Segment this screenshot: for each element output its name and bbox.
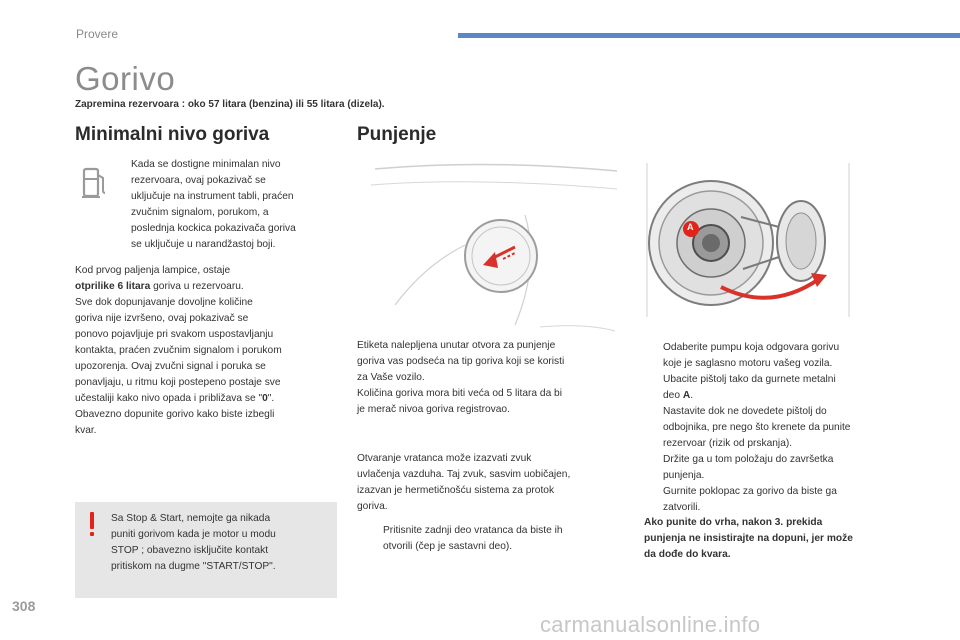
body-line: kvar. [75, 425, 97, 436]
body-zero-pre: učestaliji kako nivo opada i približava se " [75, 393, 263, 404]
page-title: Gorivo [75, 60, 176, 97]
min-level-body [75, 263, 345, 439]
body-line: goriva nije izvršeno, ovaj pokazivač se [75, 313, 249, 324]
label-line: Etiketa nalepljena unutar otvora za punjenje [357, 340, 556, 351]
step-line: Pritisnite zadnji deo vratanca da biste ih [383, 525, 563, 536]
step-line: Nastavite dok ne dovedete pištolj do [663, 406, 827, 417]
watermark: carmanualsonline.info [540, 612, 761, 637]
exclamation-icon [87, 512, 97, 543]
body-line: ponovo pojavljuje pri svakom uspostavljanju [75, 329, 274, 340]
step-line: koje je saglasno motoru vašeg vozila. [663, 358, 833, 369]
step-line: odbojnika, pre nego što krenete da punite [663, 422, 851, 433]
body-zero-bold: 0 [262, 393, 268, 404]
body-line: Sve dok dopunjavanje dovoljne količine [75, 297, 253, 308]
fuel-flap-illustration [365, 155, 620, 340]
warning-text [111, 511, 331, 575]
step-item [365, 523, 630, 555]
section-label: Provere [76, 27, 119, 41]
warning-line: Sa Stop & Start, nemojte ga nikada [111, 513, 271, 524]
closing-line: punjenja ne insistirajte na dopuni, jer može [644, 533, 853, 544]
label-line: za Vaše vozilo. [357, 372, 425, 383]
min-level-intro [131, 157, 341, 253]
refuel-heading: Punjenje [357, 124, 437, 145]
body-line: Obavezno dopunite gorivo kako biste izbegli [75, 409, 275, 420]
intro-line: zvučnim signalom, porukom, a [131, 207, 269, 218]
noise-line: uvlačenja vazduha. Taj zvuk, sasvim uobičajen, [357, 469, 571, 480]
label-info [357, 338, 625, 418]
intro-line: uključuje na instrument tabli, praćen [131, 191, 294, 202]
body-line: Kod prvog paljenja lampice, ostaje [75, 265, 231, 276]
press-flap-step [365, 523, 630, 555]
label-line: goriva vas podseća na tip goriva koji se koristi [357, 356, 565, 367]
step-line: Odaberite pumpu koja odgovara gorivu [663, 342, 840, 353]
step-item [645, 404, 910, 452]
warning-line: pritiskom na dugme "START/STOP". [111, 561, 276, 572]
intro-line: poslednja kockica pokazivača goriva [131, 223, 296, 234]
intro-line: Kada se dostigne minimalan nivo [131, 159, 281, 170]
step-line: Gurnite poklopac za gorivo da biste ga [663, 486, 837, 497]
stop-start-warning-box [75, 502, 337, 598]
tank-capacity-subtitle: Zapremina rezervoara : oko 57 litara (benzina) ili 55 litara (dizela). [75, 99, 385, 110]
step-item [645, 452, 910, 484]
page-number: 308 [12, 598, 36, 614]
fuel-filler-illustration [641, 157, 855, 332]
body-line: kontakta, praćen zvučnim signalom i porukom [75, 345, 282, 356]
step-item [645, 372, 910, 404]
label-line: je merač nivoa goriva registrovao. [357, 404, 510, 415]
body-line: upozorenja. Ovaj zvučni signal i poruka se [75, 361, 266, 372]
body-line [75, 279, 345, 295]
body-line: ponavljaju, u ritmu koji postepeno postaje sve [75, 377, 281, 388]
body-line [75, 391, 345, 407]
intro-line: rezervoara, ovaj pokazivač se [131, 175, 266, 186]
figure-label-a: A [687, 222, 694, 232]
step-text: deo [663, 390, 683, 401]
step-line: Držite ga u tom položaju do završetka [663, 454, 834, 465]
body-zero-post: ". [267, 393, 275, 404]
closing-line: Ako punite do vrha, nakon 3. prekida [644, 517, 823, 528]
step-line: Ubacite pištolj tako da gurnete metalni [663, 374, 836, 385]
noise-line: goriva. [357, 501, 388, 512]
refuel-steps [645, 340, 910, 516]
closing-line: da dođe do kvara. [644, 549, 731, 560]
warning-line: puniti gorivom kada je motor u modu [111, 529, 276, 540]
step-line: otvorili (čep je sastavni deo). [383, 541, 513, 552]
noise-info [357, 451, 625, 515]
step-bold: A [682, 390, 691, 401]
accent-bar [458, 33, 960, 38]
label-line: Količina goriva mora biti veća od 5 litara da bi [357, 388, 562, 399]
fuel-pump-icon [82, 166, 108, 205]
overfill-warning [644, 515, 914, 563]
noise-line: Otvaranje vratanca može izazvati zvuk [357, 453, 532, 464]
warning-line: STOP ; obavezno isključite kontakt [111, 545, 269, 556]
intro-line: se uključuje u narandžastoj boji. [131, 239, 276, 250]
body-bold: otprilike 6 litara [75, 281, 151, 292]
body-after-bold: goriva u rezervoaru. [150, 281, 244, 292]
min-level-heading: Minimalni nivo goriva [75, 124, 270, 145]
step-line: punjenja. [663, 470, 705, 481]
step-line: rezervoar (rizik od prskanja). [663, 438, 793, 449]
step-item [645, 340, 910, 372]
noise-line: izazvan je hermetičnošću sistema za protok [357, 485, 555, 496]
step-item [645, 484, 910, 516]
step-line [663, 388, 910, 404]
step-line: zatvorili. [663, 502, 701, 513]
step-text: . [690, 390, 694, 401]
